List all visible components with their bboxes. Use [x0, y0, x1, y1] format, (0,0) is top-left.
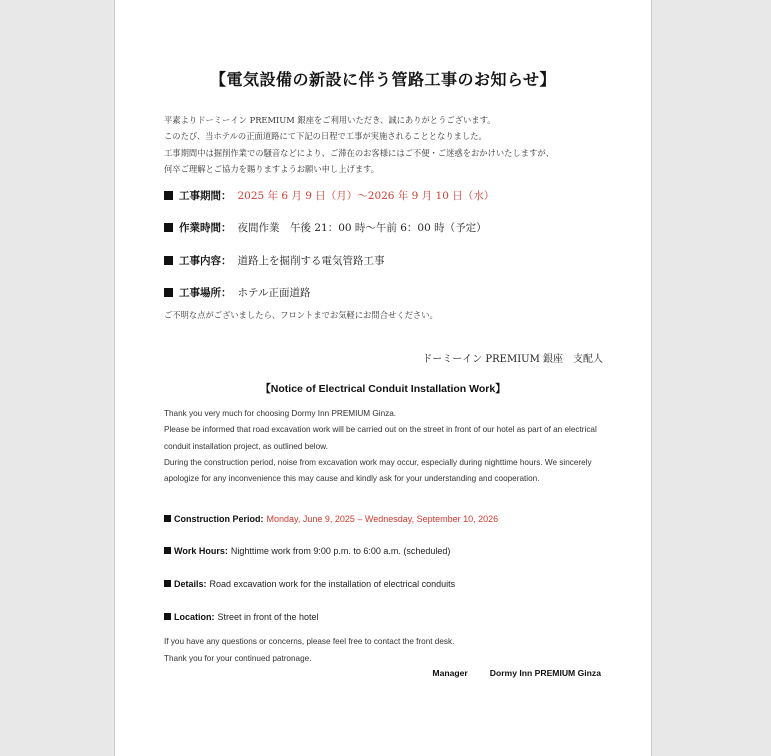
en-item-value: Monday, June 9, 2025 – Wednesday, September 10, 2026: [266, 514, 499, 524]
japanese-signature: ドーミーイン PREMIUM 銀座 支配人: [422, 354, 603, 365]
english-signature: [115, 668, 601, 678]
jp-item-value: 2025 年 6 月 9 日（月）～2026 年 9 月 10 日（水）: [237, 190, 495, 202]
english-intro-paragraph: Please be informed that road excavation work will be carried out on the street in front of our hotel as part of an electrical conduit installation project, as outlined below.: [164, 425, 597, 451]
japanese-contact-note: ご不明な点がございましたら、フロントまでお気軽にお問合せください。: [164, 310, 438, 320]
jp-item-value: 道路上を掘削する電気管路工事: [237, 255, 385, 267]
signature-hotel: Dormy Inn PREMIUM Ginza: [489, 668, 601, 678]
english-closing-line: Thank you for your continued patronage.: [164, 653, 312, 663]
square-bullet-icon: [164, 580, 171, 587]
square-bullet-icon: [164, 613, 171, 620]
en-work-location: [164, 612, 319, 622]
jp-item-label: 作業時間：: [179, 222, 232, 234]
jp-item-label: 工事場所：: [179, 287, 232, 299]
en-item-label: Work Hours:: [174, 546, 228, 556]
square-bullet-icon: [164, 515, 171, 522]
jp-work-details: [164, 253, 385, 268]
en-item-value: Street in front of the hotel: [217, 612, 319, 622]
jp-work-hours: [164, 220, 487, 235]
document-page: [114, 0, 652, 756]
en-item-label: Details:: [174, 579, 207, 589]
en-item-value: Nighttime work from 9:00 p.m. to 6:00 a.m. (scheduled): [230, 546, 451, 556]
english-notice-title: 【Notice of Electrical Conduit Installation Work】: [260, 383, 506, 395]
signature-role: Manager: [432, 668, 468, 678]
en-item-label: Construction Period:: [174, 514, 264, 524]
english-closing-line: If you have any questions or concerns, please feel free to contact the front desk.: [164, 637, 455, 646]
jp-item-value: 夜間作業 午後 21：00 時～午前 6：00 時（予定）: [237, 222, 487, 234]
square-bullet-icon: [164, 547, 171, 554]
japanese-intro: [164, 112, 614, 177]
en-construction-period: [164, 514, 498, 524]
jp-item-label: 工事内容：: [179, 255, 232, 267]
jp-item-label: 工事期間：: [179, 190, 232, 202]
en-work-details: [164, 579, 455, 589]
en-work-hours: [164, 546, 450, 556]
square-bullet-icon: [164, 191, 173, 200]
jp-construction-period: [164, 188, 494, 203]
english-intro: [164, 406, 605, 487]
japanese-intro-line: このたび、当ホテルの正面道路にて下記の日程で工事が実施されることとなりました。: [164, 131, 487, 142]
en-item-value: Road excavation work for the installation of electrical conduits: [209, 579, 456, 589]
square-bullet-icon: [164, 223, 173, 232]
japanese-intro-line: 平素よりドーミーイン PREMIUM 銀座をご利用いただき、誠にありがとうございます。: [164, 115, 496, 125]
jp-item-value: ホテル正面道路: [237, 287, 311, 299]
japanese-notice-title: 【電気設備の新設に伴う管路工事のお知らせ】: [209, 70, 557, 89]
en-item-label: Location:: [174, 612, 215, 622]
english-closing: [164, 634, 454, 667]
english-intro-paragraph: Thank you very much for choosing Dormy Inn PREMIUM Ginza.: [164, 409, 397, 418]
english-intro-paragraph: During the construction period, noise from excavation work may occur, especially during nighttime hours. We sincerely apologize for any inconvenience this may cause and kindly ask for your understanding and cooperation.: [164, 457, 592, 484]
square-bullet-icon: [164, 256, 173, 265]
japanese-intro-line: 何卒ご理解とご協力を賜りますようお願い申し上げます。: [164, 163, 380, 174]
square-bullet-icon: [164, 288, 173, 297]
japanese-intro-line: 工事期間中は掘削作業での騒音などにより、ご滞在のお客様にはご不便・ご迷惑をおかけいたしますが、: [164, 147, 554, 158]
jp-work-location: [164, 285, 310, 300]
